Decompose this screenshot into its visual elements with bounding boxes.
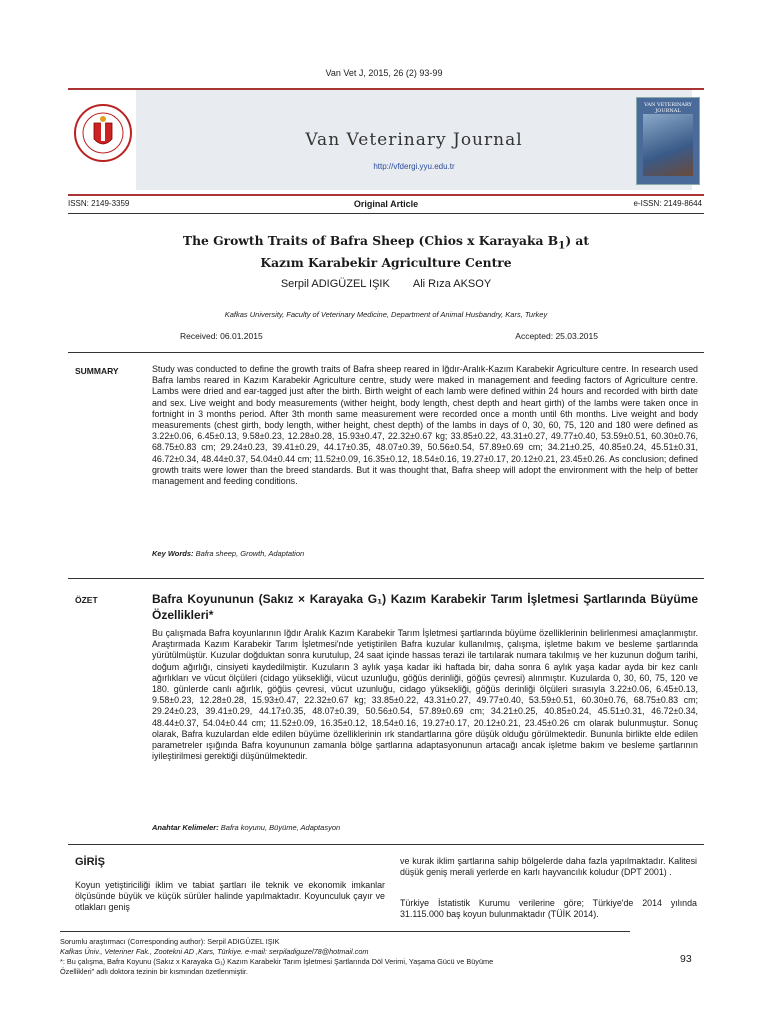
ozet-keywords-label: Anahtar Kelimeler: — [152, 823, 219, 832]
issn: ISSN: 2149-3359 — [68, 199, 130, 208]
summary-keywords-label: Key Words: — [152, 549, 194, 558]
affiliation: Kafkas University, Faculty of Veterinary Medicine, Department of Animal Husbandry, Kars, Turkey — [224, 310, 548, 319]
journal-citation: Van Vet J, 2015, 26 (2) 93-99 — [325, 68, 443, 78]
footnote-thesis-cont: Özellikleri" adlı doktora tezinin bir kısmından özetlenmiştir. — [60, 967, 248, 976]
intro-right-para-1: ve kurak iklim şartlarına sahip bölgelerde daha fazla yapılmaktadır. Kalitesi düşük geniş merali yerlerde en karlı hayvancılık koludur (DPT 2001) . — [400, 856, 697, 878]
author-1: Serpil ADIGÜZEL IŞIK — [280, 278, 390, 290]
footnote-thesis: *: Bu çalışma, Bafra Koyunu (Sakız x Karayaka G₁) Kazım Karabekir Tarım İşletmesi Şartlarında Döl Verimi, Yaşama Gücü ve Büyüme — [60, 957, 494, 966]
author-list — [68, 278, 704, 290]
intro-heading: GİRİŞ — [75, 856, 105, 868]
ozet-label: ÖZET — [75, 595, 98, 605]
summary-keywords-values: Bafra sheep, Growth, Adaptation — [195, 549, 305, 558]
journal-url-link[interactable]: http://vfdergi.yyu.edu.tr — [373, 162, 455, 171]
eissn: e-ISSN: 2149-8644 — [633, 199, 702, 208]
ozet-keywords-values: Bafra koyunu, Büyüme, Adaptasyon — [220, 823, 341, 832]
journal-name: Van Veterinary Journal — [305, 130, 523, 150]
title-line-2: Kazım Karabekir Agriculture Centre — [260, 255, 512, 271]
summary-label: SUMMARY — [75, 366, 119, 376]
cover-title: VAN VETERINARY JOURNAL — [644, 102, 692, 114]
article-type: Original Article — [353, 199, 419, 209]
received-date: Received: 06.01.2015 — [180, 331, 263, 341]
ozet-title: Bafra Koyununun (Sakız × Karayaka G₁) Kazım Karabekir Tarım İşletmesi Şartlarında Büyüme Özellikleri* — [152, 592, 698, 622]
journal-cover-image — [636, 97, 700, 185]
summary-text: Study was conducted to define the growth traits of Bafra sheep reared in Iğdır-Aralık-Kazım Karabekir Agriculture centre. In research used Bafra lambs reared in Kazım Karabekir Agriculture centre, study were maked in management and feeding factors of Agriculture centre. Lambs were dried and ear-tagged just after the birth. Birth weight of each lamb were defined within 24 hours and recorded with birth date and sex. Live weight and body measurements (wither height, body length, chest depth and heart girth) of the lambs were taken once in fortnight in 3 months period. After 3th month same measurement were recorded once a month until 6th months. Live weight and body measurements (chest girth, body length, wither height, chest depth) of the lambs in days of 0, 30, 60, 75, 120 and 180 were defined as 3.22±0.06, 6.45±0.13, 9.58±0.23, 12.28±0.28, 15.93±0.47, 22.32±0.67 kg; 33.85±0.22, 43.31±0.27, 49.77±0.40, 53.59±0.51, 60.30±0.76, 68.75±0.83 cm; 29.24±0.23, 39.41±0.29, 44.17±0.35, 48.07±0.39, 50.56±0.54, 57.89±0.69 cm; 34.21±0.25, 40.85±0.24, 45.51±0.31, 46.72±0.34, 48.44±0.37, 54.04±0.44 cm; 11.52±0.09, 16.35±0.12, 18.54±0.16, 19.27±0.17, 20.12±0.21, 23.45±0.26. As conclusion; defined growth traits were lower than the breed standards. But it was thought that, Bafra sheep will adopt the environment with the help of better management and feeding conditions. — [152, 364, 698, 487]
journal-banner — [68, 88, 704, 196]
page-number: 93 — [680, 953, 692, 965]
article-title — [68, 232, 704, 271]
footnote-address: Kafkas Üniv., Veteriner Fak., Zootekni AD ,Kars, Türkiye. e-mail: serpiladiguzel78@hotmail.com — [60, 947, 369, 956]
header-divider — [68, 213, 704, 214]
article-dates — [180, 331, 598, 341]
intro-left-column: Koyun yetiştiriciliği iklim ve tabiat şartları ile teknik ve ekonomik imkanlar ölçüsünde büyük ve küçük sürüler halinde yapılmaktadır. Koyunculuk çayır ve otlakları geniş — [75, 880, 385, 913]
author-2: Ali Rıza AKSOY — [412, 278, 492, 290]
footnote-corresponding: Sorumlu araştırmacı (Corresponding author): Serpil ADIGÜZEL IŞIK — [60, 937, 280, 946]
summary-top-divider — [68, 352, 704, 353]
banner-panel — [136, 90, 692, 190]
ozet-text: Bu çalışmada Bafra koyunlarının Iğdır Aralık Kazım Karabekir Tarım İşletmesi şartlarında büyüme özelliklerinin belirlenmesi amaçlanmıştır. Araştırmada Kazım Karabekir Tarım İşletmesi'nde yetiştirilen Bafra kuzular kullanılmış, çalışma, işletme bakım ve besleme şartlarında yürütülmüştür. Kuzular doğduktan sonra kurutulup, 24 saat içinde hassas terazi ile tartılarak numara takılmış ve her kuzunun doğum tarihi, doğum ağırlığı, cinsiyeti kaydedilmiştir. Kuzuların 3 aylık yaşa kadar iki haftada bir, daha sonra 6 aylık yaşa kadar ayda bir kez canlı ağırlıkları ve vücut ölçüleri (cidago yüksekliği, vücut uzunluğu, göğüs derinliği, göğüs çevresi) alınmıştır. Kuzularda 0, 30, 60, 75, 120 ve 180. günlerde canlı ağırlık, göğüs çevresi, vücut uzunluğu, cidago yüksekliği, göğüs derinliği ölçüleri sırasıyla 3.22±0.06, 6.45±0.13, 9.58±0.23, 12.28±0.28, 15.93±0.47, 22.32±0.67 kg; 33.85±0.22, 43.31±0.27, 49.77±0.40, 53.59±0.51, 60.30±0.76, 68.75±0.83 cm; 29.24±0.23, 39.41±0.29, 44.17±0.35, 48.07±0.39, 50.56±0.54, 57.89±0.69 cm; 34.21±0.25, 40.85±0.24, 45.51±0.31, 46.72±0.34, 48.44±0.37, 54.04±0.44 cm; 11.52±0.09, 16.35±0.12, 18.54±0.16, 19.27±0.17, 20.12±0.21, 23.45±0.26 cm olarak bulunmuştur. Sonuç olarak, Bafra kuzulardan elde edilen büyüme özelliklerinin ırk standartlarına göre düşük olduğu görülmektedir. Bununla birlikte elde edilen parametreler ışığında Bafra koyununun zamanla bölge şartlarına adaptasyonunun artacağı ancak işletme bakım ve besleme şartlarının iyileştirilmesi gerektiği düşünülmektedir. — [152, 628, 698, 762]
ozet-keywords — [152, 823, 340, 832]
title-line-1-end: ) at — [565, 233, 590, 248]
summary-bottom-divider — [68, 578, 704, 579]
ozet-bottom-divider — [68, 844, 704, 845]
summary-keywords — [152, 549, 304, 558]
accepted-date: Accepted: 25.03.2015 — [515, 331, 598, 341]
intro-right-para-2: Türkiye İstatistik Kurumu verilerine göre; Türkiye'de 2014 yılında 31.115.000 baş koyun bulunmaktadır (TÜİK 2014). — [400, 898, 697, 920]
cover-art — [643, 114, 693, 176]
title-line-1: The Growth Traits of Bafra Sheep (Chios x Karayaka B — [182, 233, 559, 248]
footnote-divider — [60, 931, 630, 932]
title-subscript: 1 — [558, 239, 566, 252]
